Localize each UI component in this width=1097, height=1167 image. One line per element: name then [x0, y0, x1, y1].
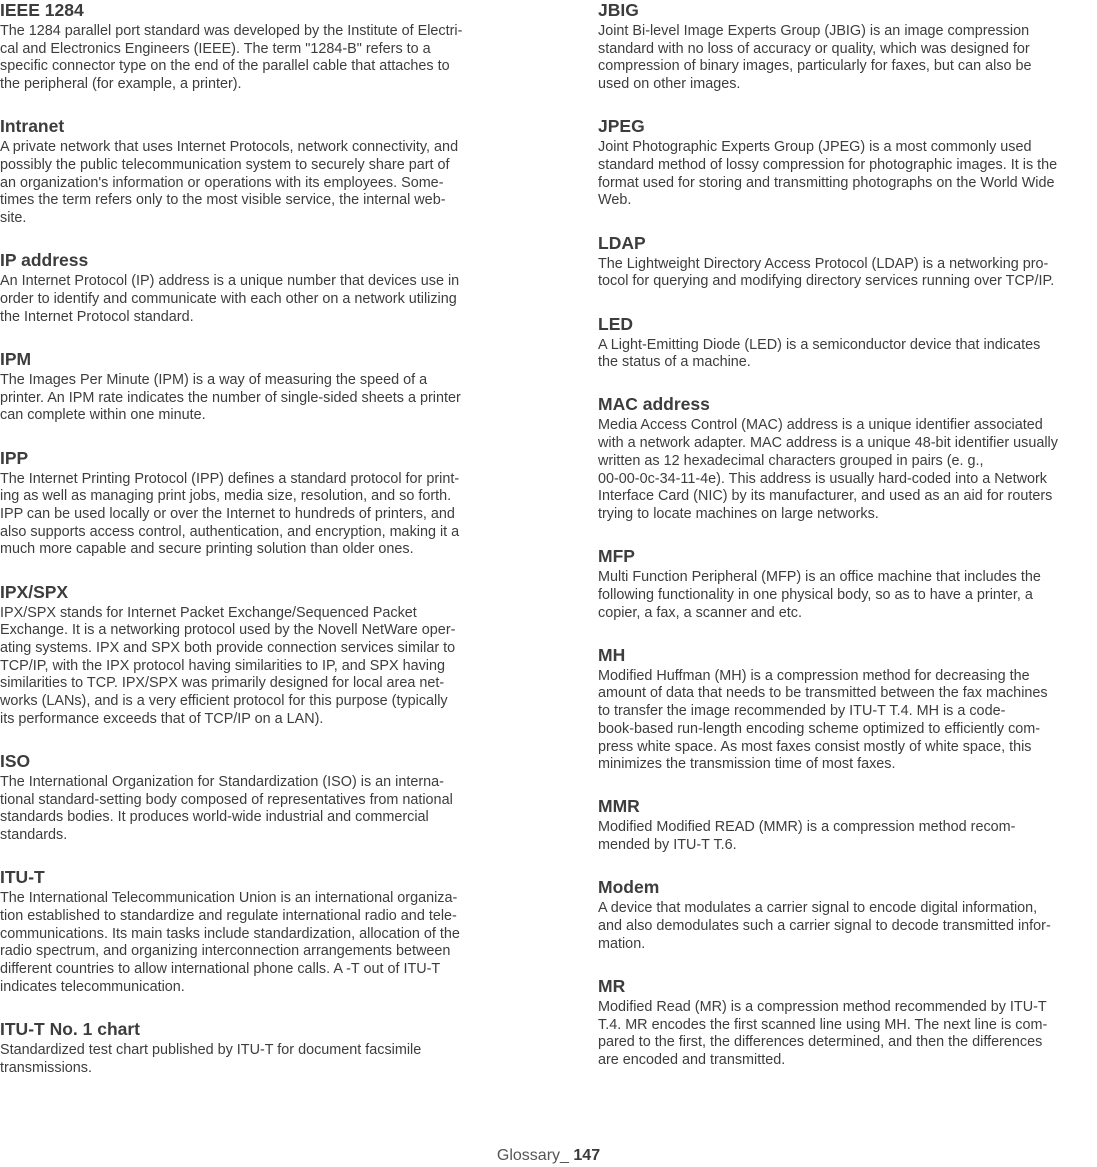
- glossary-term: MFP: [598, 546, 635, 567]
- glossary-left-column: [0, 0, 510, 1100]
- definition-line: order to identify and communicate with each other on a network utilizing: [0, 291, 457, 308]
- glossary-term: LED: [598, 313, 633, 334]
- glossary-entry: [0, 349, 510, 425]
- glossary-term: IPM: [0, 348, 32, 369]
- glossary-definition: [0, 605, 510, 729]
- definition-line: the Internet Protocol standard.: [0, 308, 194, 325]
- glossary-definition: [598, 337, 1097, 372]
- glossary-entry: [0, 448, 510, 560]
- definition-line: also supports access control, authentication, and encryption, making it a: [0, 523, 460, 540]
- definition-line: minimizes the transmission time of most faxes.: [598, 756, 896, 773]
- definition-line: ating systems. IPX and SPX both provide connection services similar to: [0, 639, 456, 656]
- glossary-term: IP address: [0, 250, 89, 271]
- definition-line: Media Access Control (MAC) address is a unique identifier associated: [598, 417, 1043, 434]
- definition-line: Multi Function Peripheral (MFP) is an office machine that includes the: [598, 569, 1041, 586]
- glossary-term: JPEG: [598, 116, 645, 137]
- definition-line: amount of data that needs to be transmitted between the fax machines: [598, 685, 1048, 702]
- glossary-entry: [598, 796, 1097, 854]
- glossary-term: MR: [598, 976, 626, 996]
- definition-line: Joint Photographic Experts Group (JPEG) is a most commonly used: [598, 139, 1032, 156]
- glossary-definition: [598, 139, 1097, 210]
- definition-line: and also demodulates such a carrier signal to decode transmitted infor-: [598, 918, 1051, 935]
- page-number: 147: [573, 1147, 601, 1164]
- definition-line: standard method of lossy compression for photographic images. It is the: [598, 157, 1058, 174]
- definition-line: tocol for querying and modifying directory services running over TCP/IP.: [598, 273, 1055, 290]
- footer-label: Glossary_: [496, 1147, 569, 1164]
- definition-line: standards.: [0, 827, 68, 844]
- definition-line: T.4. MR encodes the first scanned line using MH. The next line is com-: [598, 1016, 1048, 1033]
- definition-line: can complete within one minute.: [0, 407, 206, 424]
- glossary-term: Modem: [598, 877, 660, 898]
- glossary-definition: [0, 372, 510, 425]
- glossary-term: MH: [598, 644, 626, 665]
- definition-line: used on other images.: [598, 76, 741, 93]
- definition-line: written as 12 hexadecimal characters grouped in pairs (e. g.,: [598, 452, 984, 469]
- definition-line: works (LANs), and is a very efficient protocol for this purpose (typically: [0, 693, 448, 710]
- definition-line: transmissions.: [0, 1059, 92, 1076]
- glossary-entry: [0, 1019, 510, 1077]
- definition-line: standard with no loss of accuracy or quality, which was designed for: [598, 40, 1030, 57]
- glossary-definition: [598, 999, 1097, 1070]
- glossary-definition: [598, 256, 1097, 291]
- glossary-entry: [0, 582, 510, 729]
- definition-line: Modified Read (MR) is a compression method recommended by ITU-T: [598, 999, 1047, 1015]
- definition-line: IPX/SPX stands for Internet Packet Exchange/Sequenced Packet: [0, 604, 417, 621]
- glossary-term: IPP: [0, 447, 29, 468]
- glossary-term: LDAP: [598, 232, 646, 253]
- definition-line: mation.: [598, 935, 646, 952]
- glossary-term: MMR: [598, 796, 640, 817]
- definition-line: possibly the public telecommunication system to securely share part of: [0, 157, 450, 174]
- definition-line: The International Telecommunication Union is an international organiza-: [0, 890, 458, 907]
- glossary-entry: [598, 976, 1097, 1070]
- definition-line: Exchange. It is a networking protocol used by the Novell NetWare oper-: [0, 622, 456, 639]
- definition-line: 00-00-0c-34-11-4e). This address is usually hard-coded into a Network: [598, 470, 1047, 487]
- glossary-entry: [598, 0, 1097, 94]
- glossary-definition: [598, 569, 1097, 622]
- glossary-entry: [598, 116, 1097, 210]
- definition-line: Web.: [598, 192, 632, 209]
- definition-line: IPP can be used locally or over the Internet to hundreds of printers, and: [0, 505, 455, 522]
- glossary-entry: [598, 546, 1097, 622]
- definition-line: times the term refers only to the most visible service, the internal web-: [0, 192, 446, 209]
- glossary-definition: [0, 471, 510, 560]
- glossary-term: JBIG: [598, 0, 639, 20]
- glossary-definition: [598, 819, 1097, 854]
- definition-line: indicates telecommunication.: [0, 978, 185, 995]
- definition-line: Modified Huffman (MH) is a compression method for decreasing the: [598, 667, 1030, 684]
- glossary-definition: [0, 139, 510, 228]
- page-footer: [0, 1146, 1097, 1166]
- glossary-definition: [0, 23, 510, 94]
- definition-line: site.: [0, 210, 27, 227]
- glossary-entry: [0, 867, 510, 996]
- definition-line: Standardized test chart published by ITU-T for document facsimile: [0, 1042, 422, 1059]
- definition-line: much more capable and secure printing solution than older ones.: [0, 541, 414, 558]
- glossary-term: ITU-T No. 1 chart: [0, 1019, 141, 1040]
- glossary-definition: [0, 273, 510, 326]
- glossary-entry: [598, 645, 1097, 774]
- definition-line: cal and Electronics Engineers (IEEE). The term "1284-B" refers to a: [0, 40, 431, 57]
- glossary-definition: [0, 890, 510, 996]
- definition-line: printer. An IPM rate indicates the number of single-sided sheets a printer: [0, 389, 461, 406]
- glossary-entry: [598, 877, 1097, 953]
- definition-line: an organization's information or operations with its employees. Some-: [0, 174, 444, 191]
- glossary-definition: [598, 417, 1097, 523]
- glossary-definition: [0, 774, 510, 845]
- glossary-term: Intranet: [0, 116, 65, 137]
- glossary-term: ITU-T: [0, 867, 45, 888]
- glossary-entry: [598, 314, 1097, 372]
- definition-line: A private network that uses Internet Protocols, network connectivity, and: [0, 139, 459, 156]
- definition-line: radio spectrum, and organizing interconnection arrangements between: [0, 943, 451, 960]
- glossary-entry: [598, 394, 1097, 523]
- definition-line: different countries to allow international phone calls. A -T out of ITU-T: [0, 961, 441, 978]
- definition-line: Interface Card (NIC) by its manufacturer, and used as an aid for routers: [598, 488, 1053, 505]
- glossary-term: MAC address: [598, 394, 710, 415]
- glossary-entry: [598, 233, 1097, 291]
- definition-line: format used for storing and transmitting photographs on the World Wide: [598, 174, 1055, 191]
- definition-line: are encoded and transmitted.: [598, 1052, 786, 1069]
- definition-line: copier, a fax, a scanner and etc.: [598, 604, 802, 621]
- definition-line: Joint Bi-level Image Experts Group (JBIG) is an image compression: [598, 23, 1030, 39]
- definition-line: to transfer the image recommended by ITU-T T.4. MH is a code-: [598, 703, 1006, 720]
- definition-line: The International Organization for Standardization (ISO) is an interna-: [0, 773, 444, 790]
- glossary-term: IEEE 1284: [0, 0, 84, 20]
- definition-line: The Images Per Minute (IPM) is a way of measuring the speed of a: [0, 371, 428, 388]
- glossary-entry: [0, 0, 510, 94]
- definition-line: standards bodies. It produces world-wide industrial and commercial: [0, 809, 429, 826]
- definition-line: mended by ITU-T T.6.: [598, 837, 737, 854]
- definition-line: TCP/IP, with the IPX protocol having similarities to IP, and SPX having: [0, 657, 446, 674]
- glossary-definition: [0, 1042, 510, 1077]
- glossary-entry: [0, 116, 510, 228]
- definition-line: the peripheral (for example, a printer).: [0, 76, 242, 93]
- definition-line: A Light-Emitting Diode (LED) is a semiconductor device that indicates: [598, 336, 1041, 353]
- definition-line: press white space. As most faxes consist mostly of white space, this: [598, 738, 1032, 755]
- definition-line: book-based run-length encoding scheme optimized to efficiently com-: [598, 720, 1041, 737]
- glossary-definition: [598, 23, 1097, 94]
- glossary-definition: [598, 668, 1097, 774]
- definition-line: The Internet Printing Protocol (IPP) defines a standard protocol for print-: [0, 470, 460, 487]
- definition-line: ing as well as managing print jobs, media size, resolution, and so forth.: [0, 488, 452, 505]
- definition-line: specific connector type on the end of the parallel cable that attaches to: [0, 58, 450, 75]
- definition-line: Modified Modified READ (MMR) is a compression method recom-: [598, 819, 1016, 836]
- definition-line: the status of a machine.: [598, 354, 751, 371]
- definition-line: with a network adapter. MAC address is a unique 48-bit identifier usually: [598, 435, 1058, 452]
- definition-line: tion established to standardize and regulate international radio and tele-: [0, 908, 457, 924]
- glossary-entry: [0, 751, 510, 845]
- glossary-entry: [0, 250, 510, 326]
- glossary-right-column: [598, 0, 1097, 1092]
- definition-line: similarities to TCP. IPX/SPX was primarily designed for local area net-: [0, 675, 445, 692]
- definition-line: An Internet Protocol (IP) address is a unique number that devices use in: [0, 273, 460, 290]
- definition-line: compression of binary images, particularly for faxes, but can also be: [598, 58, 1032, 75]
- glossary-term: ISO: [0, 750, 31, 771]
- glossary-definition: [598, 900, 1097, 953]
- definition-line: communications. Its main tasks include standardization, allocation of the: [0, 925, 460, 942]
- definition-line: The 1284 parallel port standard was developed by the Institute of Electri-: [0, 23, 463, 39]
- definition-line: its performance exceeds that of TCP/IP on a LAN).: [0, 710, 324, 727]
- definition-line: pared to the first, the differences determined, and then the differences: [598, 1034, 1043, 1051]
- definition-line: A device that modulates a carrier signal to encode digital information,: [598, 900, 1038, 917]
- definition-line: tional standard-setting body composed of representatives from national: [0, 791, 453, 808]
- definition-line: trying to locate machines on large networks.: [598, 505, 879, 522]
- glossary-term: IPX/SPX: [0, 581, 69, 602]
- definition-line: following functionality in one physical body, so as to have a printer, a: [598, 586, 1033, 603]
- definition-line: The Lightweight Directory Access Protocol (LDAP) is a networking pro-: [598, 255, 1049, 272]
